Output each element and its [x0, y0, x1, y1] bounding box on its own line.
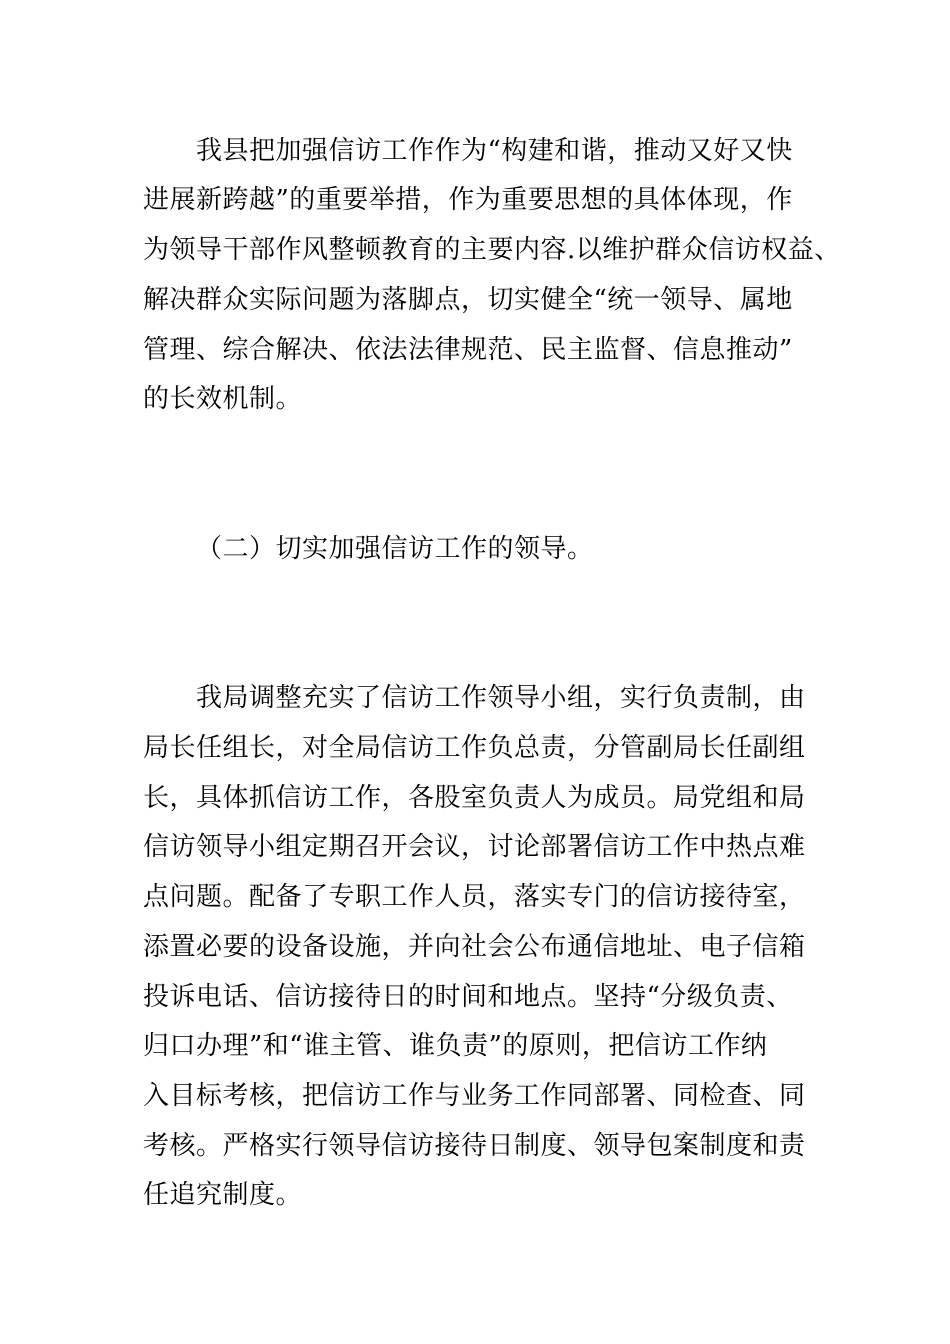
paragraph-2-line: 点问题。配备了专职工作人员，落实专门的信访接待室，	[143, 882, 806, 912]
paragraph-2-line: 任追究制度。	[143, 1180, 303, 1210]
paragraph-2-line: 局长任组长，对全局信访工作负总责，分管副局长任副组	[143, 733, 806, 763]
paragraph-1-line: 的长效机制。	[143, 384, 303, 414]
paragraph-2-line: 我局调整充实了信访工作领导小组，实行负责制，由	[196, 683, 806, 713]
paragraph-2-line: 归口办理”和“谁主管、谁负责”的原则，把信访工作纳	[143, 1031, 768, 1061]
paragraph-1-line: 进展新跨越”的重要举措，作为重要思想的具体体现，作	[143, 185, 793, 215]
paragraph-2-line: 添置必要的设备设施，并向社会公布通信地址、电子信箱	[143, 932, 806, 962]
paragraph-2-line: 信访领导小组定期召开会议，讨论部署信访工作中热点难	[143, 832, 806, 862]
paragraph-1-line: 管理、综合解决、依法法律规范、民主监督、信息推动”	[143, 335, 793, 365]
paragraph-1-line: 我县把加强信访工作作为“构建和谐，推动又好又快	[196, 136, 793, 166]
paragraph-2-line: 长，具体抓信访工作，各股室负责人为成员。局党组和局	[143, 783, 806, 813]
paragraph-2-line: 投诉电话、信访接待日的时间和地点。坚持“分级负责、	[143, 982, 793, 1012]
paragraph-2-line: 入目标考核，把信访工作与业务工作同部署、同检查、同	[143, 1081, 806, 1111]
section-heading: （二）切实加强信访工作的领导。	[196, 534, 594, 564]
paragraph-2-line: 考核。严格实行领导信访接待日制度、领导包案制度和责	[143, 1131, 806, 1161]
paragraph-1-line: 解决群众实际问题为落脚点，切实健全“统一领导、属地	[143, 285, 793, 315]
paragraph-1-line: 为领导干部作风整顿教育的主要内容.以维护群众信访权益、	[143, 235, 841, 265]
